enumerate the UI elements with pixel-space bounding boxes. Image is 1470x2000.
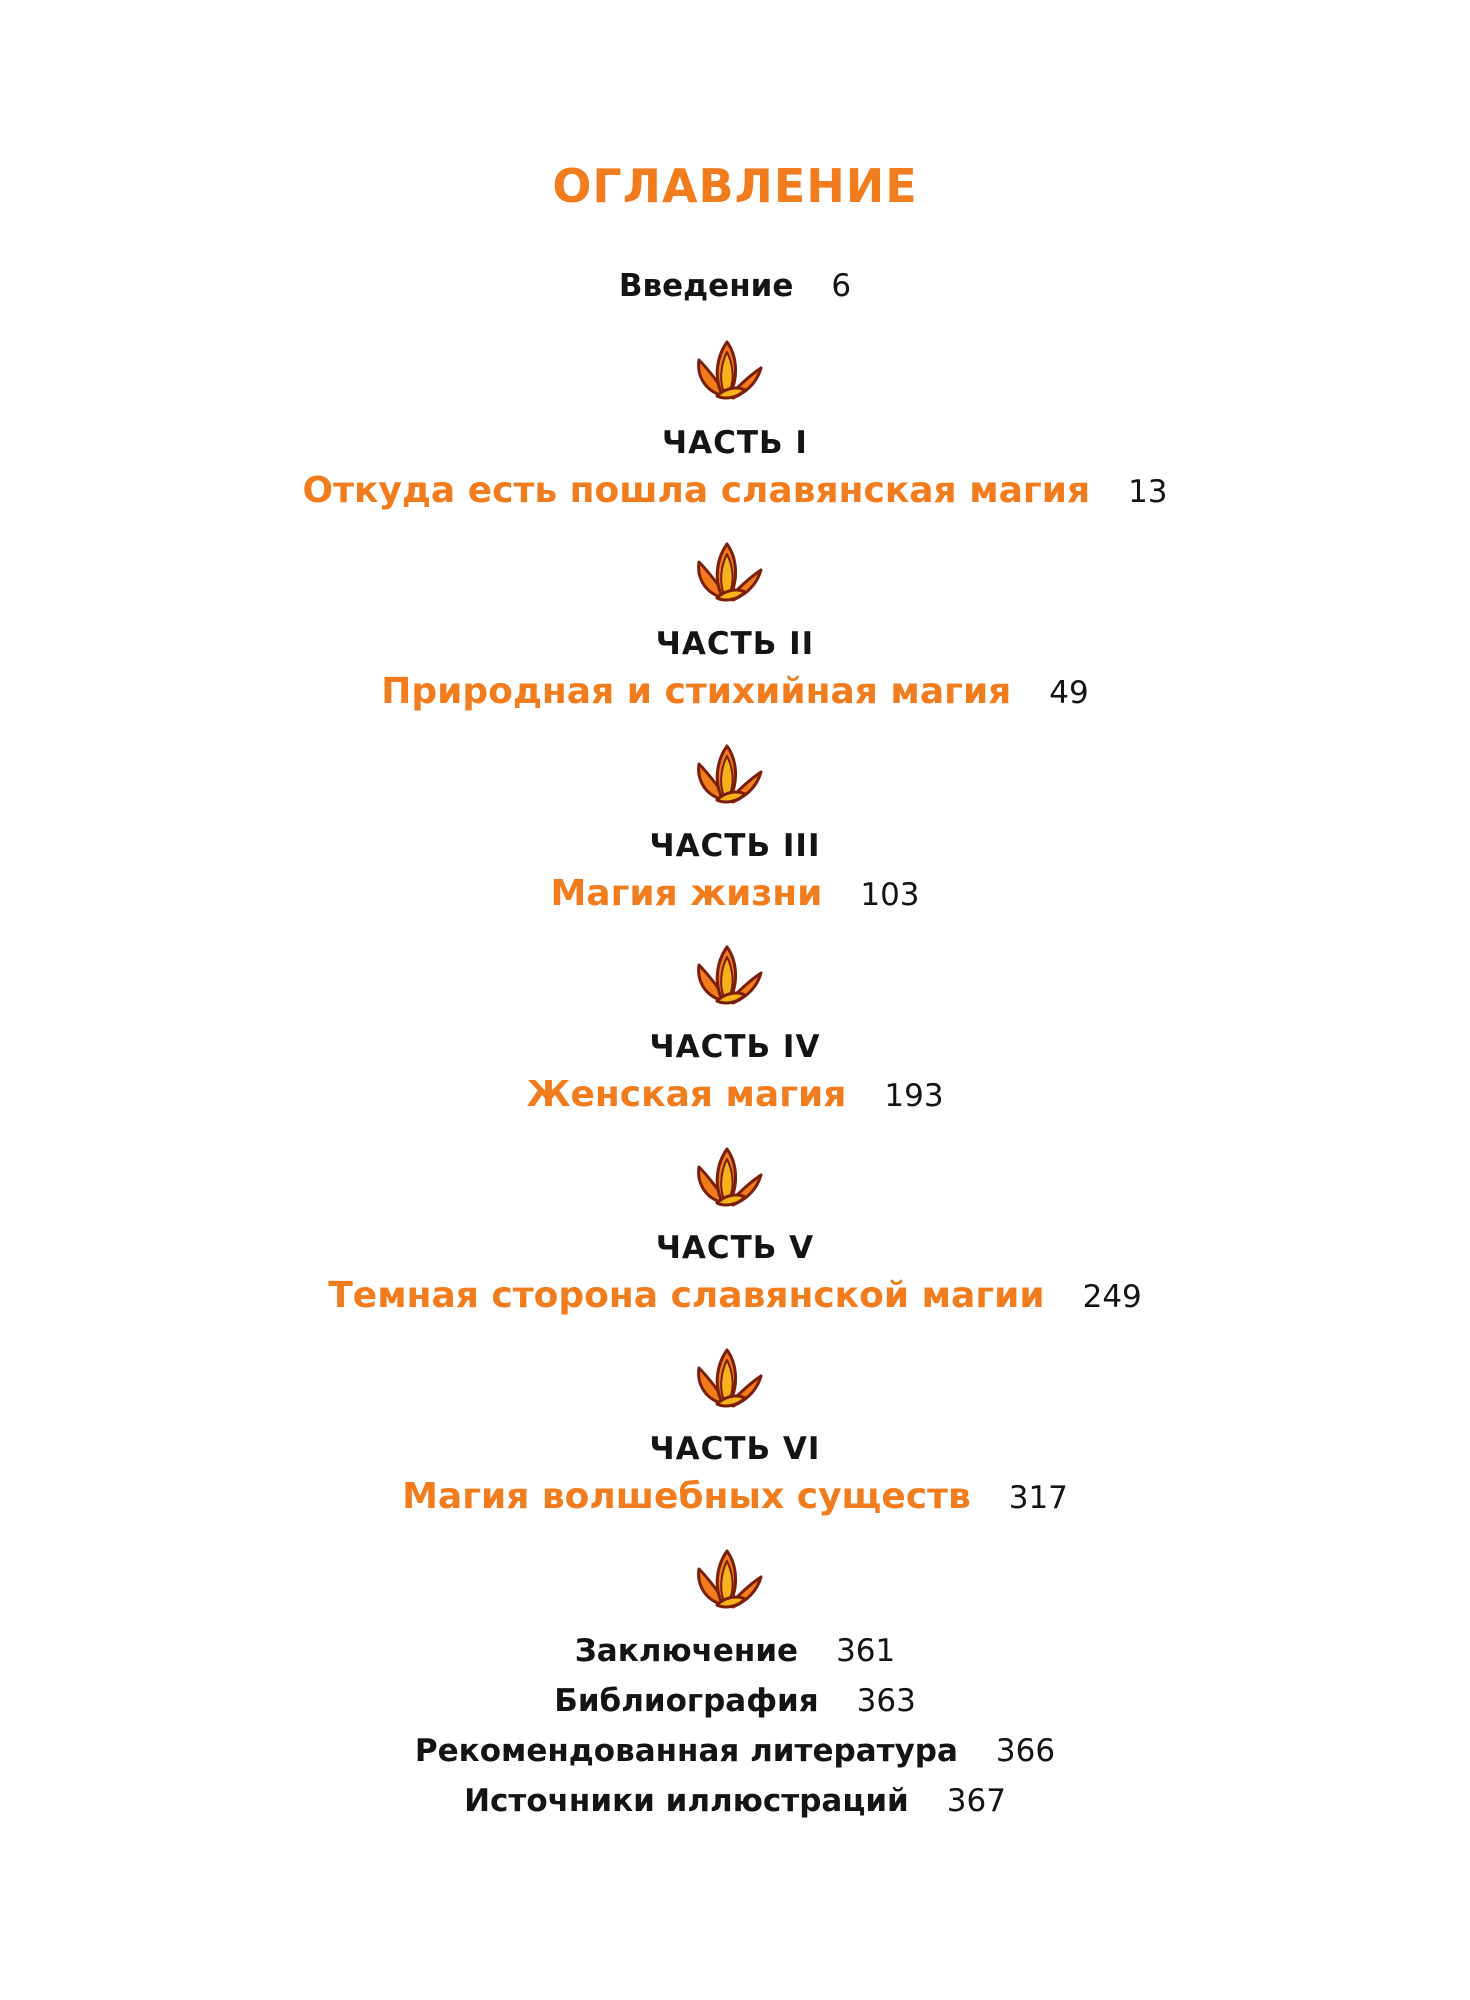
part-label: ЧАСТЬ IV bbox=[649, 1029, 821, 1065]
toc-entry-bibliography[interactable] bbox=[0, 1680, 1470, 1727]
toc-entry-illustration-sources[interactable] bbox=[0, 1780, 1470, 1827]
part-page-number: 193 bbox=[884, 1078, 944, 1114]
entry-label: Введение bbox=[618, 268, 794, 304]
part-label: ЧАСТЬ VI bbox=[649, 1431, 821, 1467]
part-title: Откуда есть пошла славянская магия bbox=[302, 470, 1091, 511]
part-title: Природная и стихийная магия bbox=[381, 671, 1012, 712]
entry-label: Источники иллюстраций bbox=[464, 1783, 909, 1819]
part-label-3 bbox=[0, 826, 1470, 871]
toc-entry-intro[interactable] bbox=[0, 265, 1470, 312]
part-page-number: 317 bbox=[1008, 1480, 1068, 1516]
toc-title: ОГЛАВЛЕНИЕ bbox=[552, 159, 918, 213]
entry-label: Заключение bbox=[574, 1633, 799, 1669]
flame-flower-icon bbox=[693, 943, 763, 1007]
flame-flower-icon bbox=[693, 540, 763, 604]
entry-page-number: 361 bbox=[836, 1633, 896, 1669]
toc-entry-part-6[interactable] bbox=[0, 1473, 1470, 1527]
flame-flower-icon bbox=[693, 1145, 763, 1209]
entry-label: Библиография bbox=[554, 1683, 819, 1719]
toc-entry-recommended-literature[interactable] bbox=[0, 1730, 1470, 1777]
part-label-2 bbox=[0, 624, 1470, 669]
part-page-number: 49 bbox=[1049, 675, 1089, 711]
entry-page-number: 363 bbox=[856, 1683, 916, 1719]
part-page-number: 103 bbox=[860, 877, 920, 913]
part-title: Женская магия bbox=[526, 1074, 847, 1115]
part-title: Магия волшебных существ bbox=[402, 1476, 971, 1517]
part-label: ЧАСТЬ III bbox=[649, 828, 821, 864]
part-label-1 bbox=[0, 423, 1470, 468]
part-title: Магия жизни bbox=[550, 873, 823, 914]
toc-entry-part-2[interactable] bbox=[0, 668, 1470, 722]
toc-entry-part-5[interactable] bbox=[0, 1272, 1470, 1326]
toc-entry-part-3[interactable] bbox=[0, 870, 1470, 924]
part-title: Темная сторона славянской магии bbox=[328, 1275, 1045, 1316]
toc-entry-part-1[interactable] bbox=[0, 467, 1470, 521]
part-label-6 bbox=[0, 1429, 1470, 1474]
entry-page-number: 367 bbox=[946, 1783, 1006, 1819]
part-label-5 bbox=[0, 1228, 1470, 1273]
flame-flower-icon bbox=[693, 742, 763, 806]
entry-page-number: 6 bbox=[831, 268, 852, 304]
part-label: ЧАСТЬ V bbox=[655, 1230, 815, 1266]
toc-entry-part-4[interactable] bbox=[0, 1071, 1470, 1125]
part-label: ЧАСТЬ I bbox=[662, 425, 808, 461]
flame-flower-icon bbox=[693, 1547, 763, 1611]
entry-page-number: 366 bbox=[995, 1733, 1056, 1769]
part-page-number: 249 bbox=[1082, 1279, 1142, 1315]
flame-flower-icon bbox=[693, 1346, 763, 1410]
part-label-4 bbox=[0, 1027, 1470, 1072]
toc-entry-conclusion[interactable] bbox=[0, 1630, 1470, 1677]
entry-label: Рекомендованная литература bbox=[414, 1733, 958, 1769]
flame-flower-icon bbox=[693, 338, 763, 402]
part-label: ЧАСТЬ II bbox=[655, 626, 815, 662]
part-page-number: 13 bbox=[1128, 474, 1168, 510]
